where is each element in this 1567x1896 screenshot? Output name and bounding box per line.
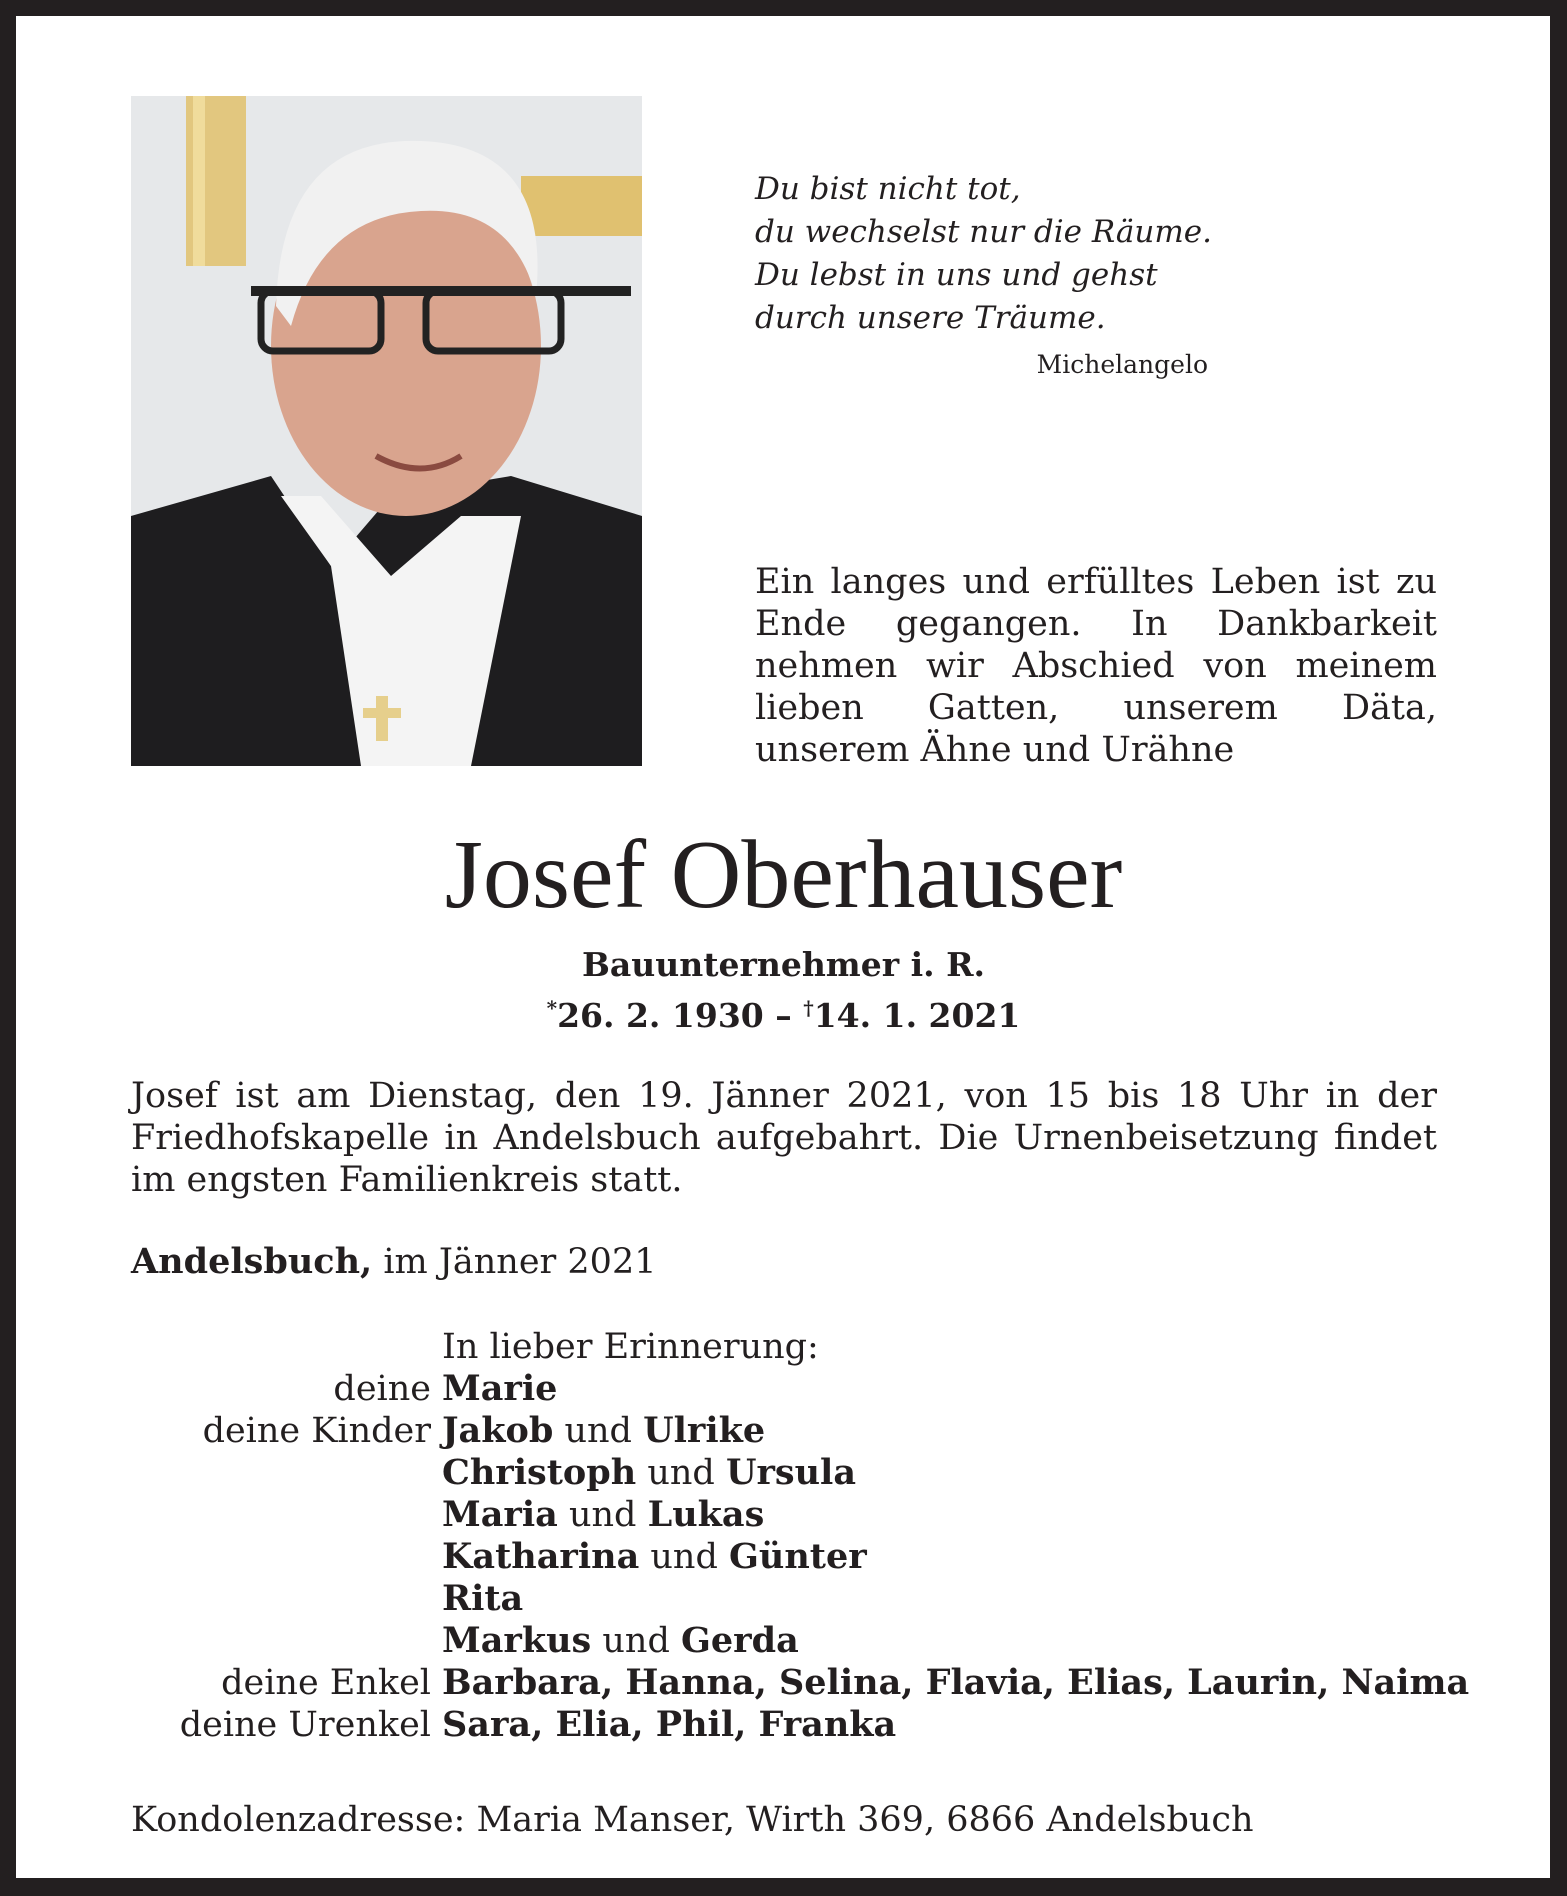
relation-label	[131, 1578, 442, 1620]
family-names	[442, 1662, 1469, 1704]
family-list	[131, 1326, 1469, 1746]
town: Andelsbuch,	[131, 1241, 373, 1282]
occupation: Bauunternehmer i. R.	[581, 945, 986, 984]
person-name: Marie	[442, 1368, 558, 1409]
life-dates	[0, 987, 1567, 1037]
relation-label: deine Kinder	[202, 1411, 431, 1451]
quote	[755, 168, 1212, 340]
died-symbol: †	[803, 996, 814, 1020]
person-name: Ulrike	[643, 1410, 766, 1451]
connector: und	[553, 1411, 644, 1451]
connector: und	[557, 1495, 648, 1535]
family-names	[442, 1536, 867, 1578]
relation-label	[131, 1452, 442, 1494]
person-name: Rita	[442, 1578, 524, 1619]
family-row	[131, 1620, 1469, 1662]
quote-line: du wechselst nur die Räume.	[755, 214, 1212, 250]
quote-line: durch unsere Träume.	[755, 300, 1106, 336]
relation-label	[131, 1620, 442, 1662]
relation-label	[131, 1536, 442, 1578]
family-names	[442, 1704, 896, 1746]
family-names	[442, 1578, 523, 1620]
person-name: Gerda	[681, 1620, 799, 1661]
birth-date: 26. 2. 1930	[557, 996, 764, 1035]
family-row	[131, 1704, 1469, 1746]
intro-text: Ein langes und erfülltes Leben ist zu Ende gegangen. In Dankbarkeit nehmen wir Abschied von meinem lieben Gatten, unserem Däta, unserem Ähne und Urähne	[755, 562, 1437, 770]
relation-label	[131, 1494, 442, 1536]
deceased-name: Josef Oberhauser	[444, 821, 1123, 929]
family-row	[131, 1410, 1469, 1452]
person-name: Jakob	[442, 1410, 554, 1451]
relation-label: deine	[333, 1369, 431, 1409]
family-row	[131, 1368, 1469, 1410]
person-name: Sara, Elia, Phil, Franka	[442, 1704, 897, 1745]
family-row	[131, 1452, 1469, 1494]
person-name: Lukas	[647, 1494, 765, 1535]
relation-label: deine Urenkel	[179, 1705, 431, 1745]
person-name: Maria	[442, 1494, 558, 1535]
condolence-address: Kondolenzadresse: Maria Manser, Wirth 369, 6866 Andelsbuch	[131, 1800, 1254, 1840]
family-row	[131, 1494, 1469, 1536]
quote-line: Du lebst in uns und gehst	[755, 257, 1158, 293]
family-names	[442, 1368, 557, 1410]
family-row	[131, 1578, 1469, 1620]
born-symbol: *	[546, 996, 558, 1020]
quote-author: Michelangelo	[1036, 350, 1208, 379]
death-date: 14. 1. 2021	[813, 996, 1021, 1035]
person-name: Markus	[442, 1620, 592, 1661]
person-name: Katharina	[442, 1536, 640, 1577]
family-names	[442, 1494, 764, 1536]
family-row	[131, 1662, 1469, 1704]
connector: und	[591, 1621, 682, 1661]
person-name: Günter	[729, 1536, 867, 1577]
connector: und	[639, 1537, 730, 1577]
date-separator: –	[763, 996, 804, 1035]
portrait-photo	[131, 96, 642, 766]
quote-line: Du bist nicht tot,	[755, 171, 1021, 207]
person-name: Christoph	[442, 1452, 637, 1493]
date: im Jänner 2021	[372, 1242, 657, 1282]
family-heading: In lieber Erinnerung:	[442, 1327, 819, 1367]
family-names	[442, 1452, 856, 1494]
relation-label: deine Enkel	[221, 1663, 431, 1703]
funeral-info: Josef ist am Dienstag, den 19. Jänner 2021, von 15 bis 18 Uhr in der Friedhofskapelle in Andelsbuch aufgebahrt. Die Urnenbeisetzung findet im engsten Familienkreis statt.	[131, 1076, 1437, 1200]
person-name: Ursula	[725, 1452, 857, 1493]
connector: und	[636, 1453, 726, 1493]
person-name: Barbara, Hanna, Selina, Flavia, Elias, Laurin, Naima	[442, 1662, 1470, 1703]
family-row	[131, 1536, 1469, 1578]
family-names	[442, 1620, 799, 1662]
family-names	[442, 1410, 765, 1452]
place-date	[131, 1241, 656, 1282]
